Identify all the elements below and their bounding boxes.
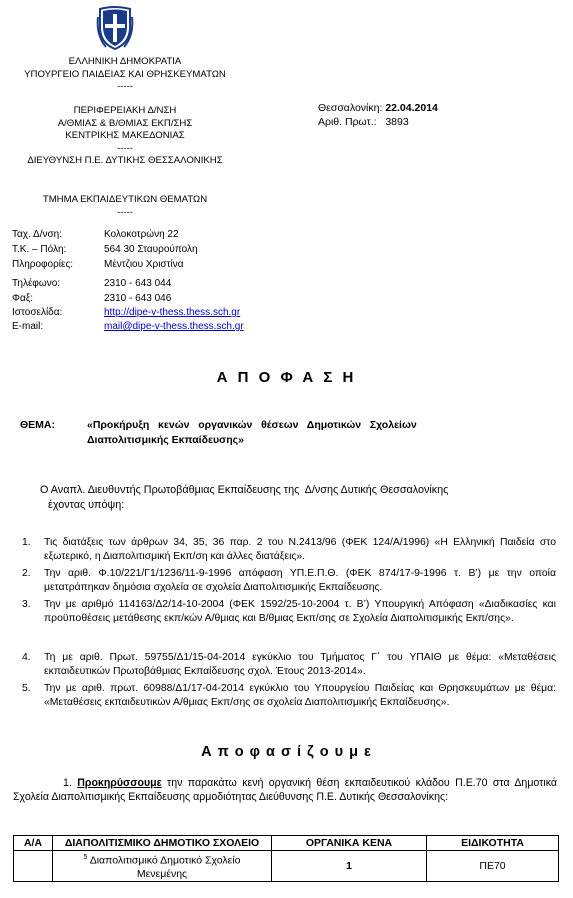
protocol-number: 3893 [385, 115, 409, 128]
col-header-vacancies: ΟΡΓΑΝΙΚΑ ΚΕΝΑ [272, 836, 427, 851]
decision-heading: Α π ο φ α σ ί ζ ο υ μ ε [201, 744, 372, 760]
document-title: Α Π Ο Φ Α Σ Η [216, 369, 357, 386]
decision-verb: Προκηρύσσουμε [77, 777, 162, 789]
separator: ----- [117, 206, 133, 218]
separator: ----- [117, 142, 133, 154]
intro-line-1: Ο Αναπλ. Διευθυντής Πρωτοβάθμιας Εκπαίδευσης της Δ/νσης Δυτικής Θεσσαλονίκης [40, 484, 449, 496]
region-line: Α/ΘΜΙΑΣ & Β/ΘΜΙΑΣ ΕΚΠ/ΣΗΣ [57, 117, 193, 129]
department-header [10, 194, 240, 219]
org-line: ΕΛΛΗΝΙΚΗ ΔΗΜΟΚΡΑΤΙΑ [68, 56, 182, 67]
ministry-header [10, 56, 240, 94]
col-header-aa: Α/Α [14, 836, 53, 851]
department: ΤΜΗΜΑ ΕΚΠΑΙΔΕΥΤΙΚΩΝ ΘΕΜΑΤΩΝ [42, 194, 208, 205]
school-ordinal: 5 [83, 854, 88, 861]
doc-date: 22.04.2014 [385, 102, 438, 114]
cell-specialty: ΠΕ70 [427, 851, 559, 882]
place-label: Θεσσαλονίκη: [318, 102, 383, 114]
region-header [10, 105, 240, 168]
decision-number: 1. [63, 777, 72, 789]
contact-info: Πληροφορίες: Μέντζιου Χριστίνα [12, 259, 184, 270]
doc-info [318, 102, 518, 129]
table-row [14, 851, 559, 882]
separator: ----- [117, 81, 133, 92]
col-header-specialty: ΕΙΔΙΚΟΤΗΤΑ [427, 836, 559, 851]
subject-line-1: «Προκήρυξη κενών οργανικών θέσεων Δημοτικών Σχολείων [87, 419, 417, 431]
contact-fax: Φαξ: 2310 - 643 046 [12, 293, 172, 304]
col-header-school: ΔΙΑΠΟΛΙΤΙΣΜΙΚΟ ΔΗΜΟΤΙΚΟ ΣΧΟΛΕΙΟ [53, 836, 272, 851]
email-link[interactable]: mail@dipe-v-thess.thess.sch.gr [104, 321, 244, 332]
directorate: ΔΙΕΥΘΥΝΣΗ Π.Ε. ΔΥΤΙΚΗΣ ΘΕΣΣΑΛΟΝΙΚΗΣ [27, 155, 223, 166]
org-line: ΥΠΟΥΡΓΕΙΟ ΠΑΙΔΕΙΑΣ ΚΑΙ ΘΡΗΣΚΕΥΜΑΤΩΝ [24, 68, 226, 80]
greek-coat-of-arms-icon [96, 5, 134, 51]
contact-address: Ταχ. Δ/νση: Κολοκοτρώνη 22 [12, 229, 179, 240]
cell-aa [14, 851, 53, 882]
contact-phone: Τηλέφωνο: 2310 - 643 044 [12, 278, 172, 289]
contact-website: Ιστοσελίδα: http://dipe-v-thess.thess.sch.gr [12, 307, 241, 318]
decision-paragraph [13, 777, 557, 804]
protocol-label: Αριθ. Πρωτ.: [318, 115, 377, 128]
cell-school: $^5$ Διαπολιτισμικό Δημοτικό Σχολείο Μενεμένης [53, 851, 272, 882]
contact-postcode: Τ.Κ. – Πόλη: 564 30 Σταυρούπολη [12, 244, 198, 255]
region-line: ΠΕΡΙΦΕΡΕΙΑΚΗ Δ/ΝΣΗ [73, 105, 177, 116]
region-line: ΚΕΝΤΡΙΚΗΣ ΜΑΚΕΔΟΝΙΑΣ [65, 130, 185, 141]
table-header-row [14, 836, 559, 851]
decision-text: την παρακάτω κενή οργανική θέση εκπαιδευτικού κλάδου Π.Ε.70 στα Δημοτικά Σχολεία Διαπολιτισμικής Εκπαίδευσης αρμοδιότητας Διεύθυνσης Π.Ε. Δυτικής Θεσσαλονίκης: [13, 777, 558, 803]
subject-label: ΘΕΜΑ: [20, 419, 55, 431]
contact-email: E-mail: mail@dipe-v-thess.thess.sch.gr [12, 321, 244, 332]
vacancies-table [13, 835, 559, 882]
intro-line-2: έχοντας υπόψη: [48, 499, 125, 511]
website-link[interactable]: http://dipe-v-thess.thess.sch.gr [104, 307, 241, 318]
cell-vacancies: 1 [272, 851, 427, 882]
subject-line-2: Διαπολιτισμικής Εκπαίδευσης» [87, 434, 244, 446]
